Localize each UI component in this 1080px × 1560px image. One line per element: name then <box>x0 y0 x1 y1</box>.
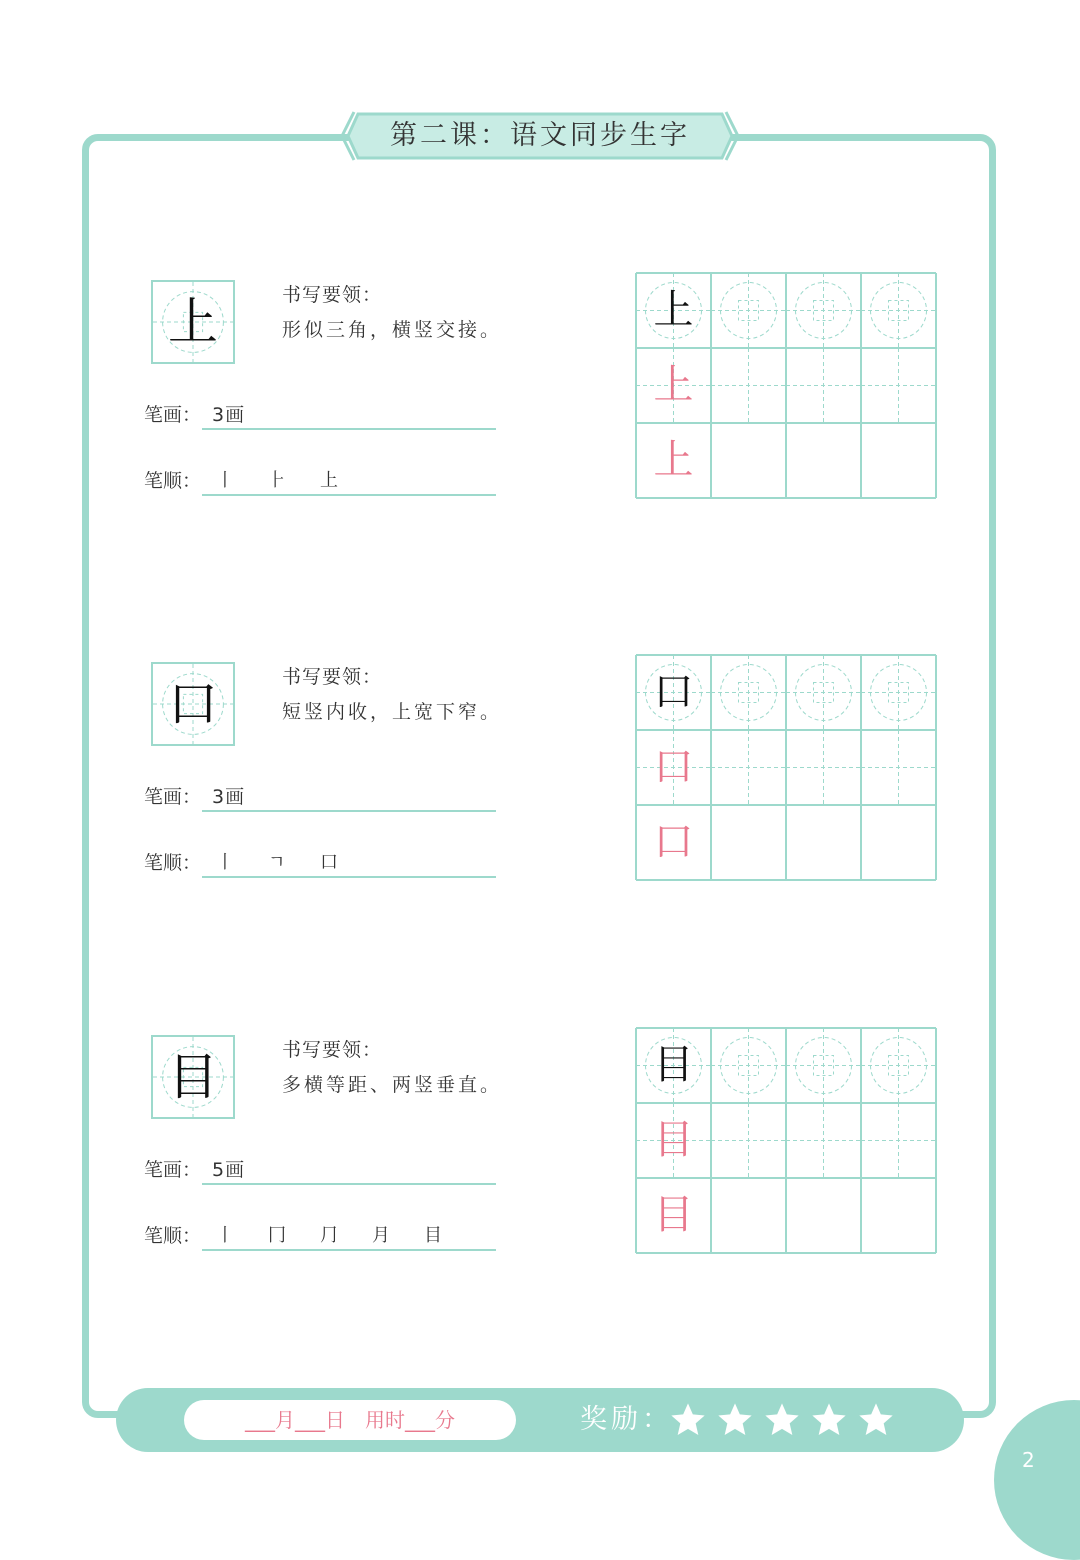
stroke-count-value: 5画 <box>212 1159 246 1181</box>
stroke-count-value: 3画 <box>212 786 246 808</box>
star-icon[interactable] <box>762 1400 802 1440</box>
lesson-title-banner <box>340 110 740 162</box>
stroke-order-label: 笔顺： <box>144 470 202 492</box>
star-icon[interactable] <box>668 1400 708 1440</box>
stroke-count-field <box>144 400 246 427</box>
grid-model-char: 目 <box>653 1042 694 1088</box>
stroke-step: 丨 <box>216 470 234 491</box>
grid-model-char: 口 <box>653 669 694 715</box>
stroke-count-value: 3画 <box>212 404 246 426</box>
stroke-step: 口 <box>320 852 338 873</box>
reward-stars <box>668 1400 896 1440</box>
tips-heading: 书写要领： <box>282 666 383 688</box>
model-char: 上 <box>168 293 218 351</box>
stroke-count-field <box>144 1155 246 1182</box>
reward-label: 奖励： <box>580 1404 673 1435</box>
stroke-count-field <box>144 782 246 809</box>
grid-trace-char: 上 <box>653 437 694 483</box>
underline <box>202 810 496 812</box>
stroke-step: ⺊ <box>268 470 286 491</box>
stroke-step: 上 <box>320 470 338 491</box>
tips-text: 多横等距、两竖垂直。 <box>282 1074 503 1096</box>
underline <box>202 1249 496 1251</box>
stroke-count-label: 笔画： <box>144 1159 202 1181</box>
stroke-order-field <box>144 848 338 875</box>
grid-model-char: 上 <box>653 287 694 333</box>
stroke-step: 冂 <box>268 1225 286 1246</box>
stroke-order-label: 笔顺： <box>144 852 202 874</box>
practice-grid[interactable] <box>635 272 937 499</box>
char-section <box>0 280 1080 520</box>
practice-grid[interactable] <box>635 1027 937 1254</box>
stroke-order-field <box>144 466 338 493</box>
stroke-step: 丨 <box>216 852 234 873</box>
page-number: 2 <box>1022 1448 1035 1472</box>
underline <box>202 1183 496 1185</box>
stroke-order-label: 笔顺： <box>144 1225 202 1247</box>
tips-heading: 书写要领： <box>282 1039 383 1061</box>
stroke-count-label: 笔画： <box>144 404 202 426</box>
stroke-step: 目 <box>424 1225 442 1246</box>
model-char-box <box>151 662 235 746</box>
char-section <box>0 662 1080 902</box>
grid-trace-char: 口 <box>653 744 694 790</box>
footer-bar <box>116 1388 964 1452</box>
page-corner <box>994 1400 1080 1560</box>
grid-trace-char: 目 <box>653 1192 694 1238</box>
date-time-field[interactable]: ___月___日 用时___分 <box>184 1400 516 1440</box>
model-char: 目 <box>168 1048 218 1106</box>
tips-text: 短竖内收，上宽下窄。 <box>282 701 503 723</box>
grid-trace-char: 口 <box>653 819 694 865</box>
grid-trace-char: 上 <box>653 362 694 408</box>
stroke-step: ⺆ <box>320 1225 338 1246</box>
star-icon[interactable] <box>809 1400 849 1440</box>
stroke-order-field <box>144 1221 442 1248</box>
tips-text: 形似三角，横竖交接。 <box>282 319 503 341</box>
star-icon[interactable] <box>856 1400 896 1440</box>
lesson-title: 第二课：语文同步生字 <box>390 120 690 151</box>
star-icon[interactable] <box>715 1400 755 1440</box>
underline <box>202 494 496 496</box>
model-char-box <box>151 1035 235 1119</box>
model-char-box <box>151 280 235 364</box>
stroke-count-label: 笔画： <box>144 786 202 808</box>
stroke-step: ㄱ <box>268 852 286 873</box>
stroke-step: 月 <box>372 1225 390 1246</box>
tips-heading: 书写要领： <box>282 284 383 306</box>
char-section <box>0 1035 1080 1275</box>
grid-trace-char: 目 <box>653 1117 694 1163</box>
underline <box>202 876 496 878</box>
model-char: 口 <box>168 675 218 733</box>
practice-grid[interactable] <box>635 654 937 881</box>
underline <box>202 428 496 430</box>
stroke-step: 丨 <box>216 1225 234 1246</box>
